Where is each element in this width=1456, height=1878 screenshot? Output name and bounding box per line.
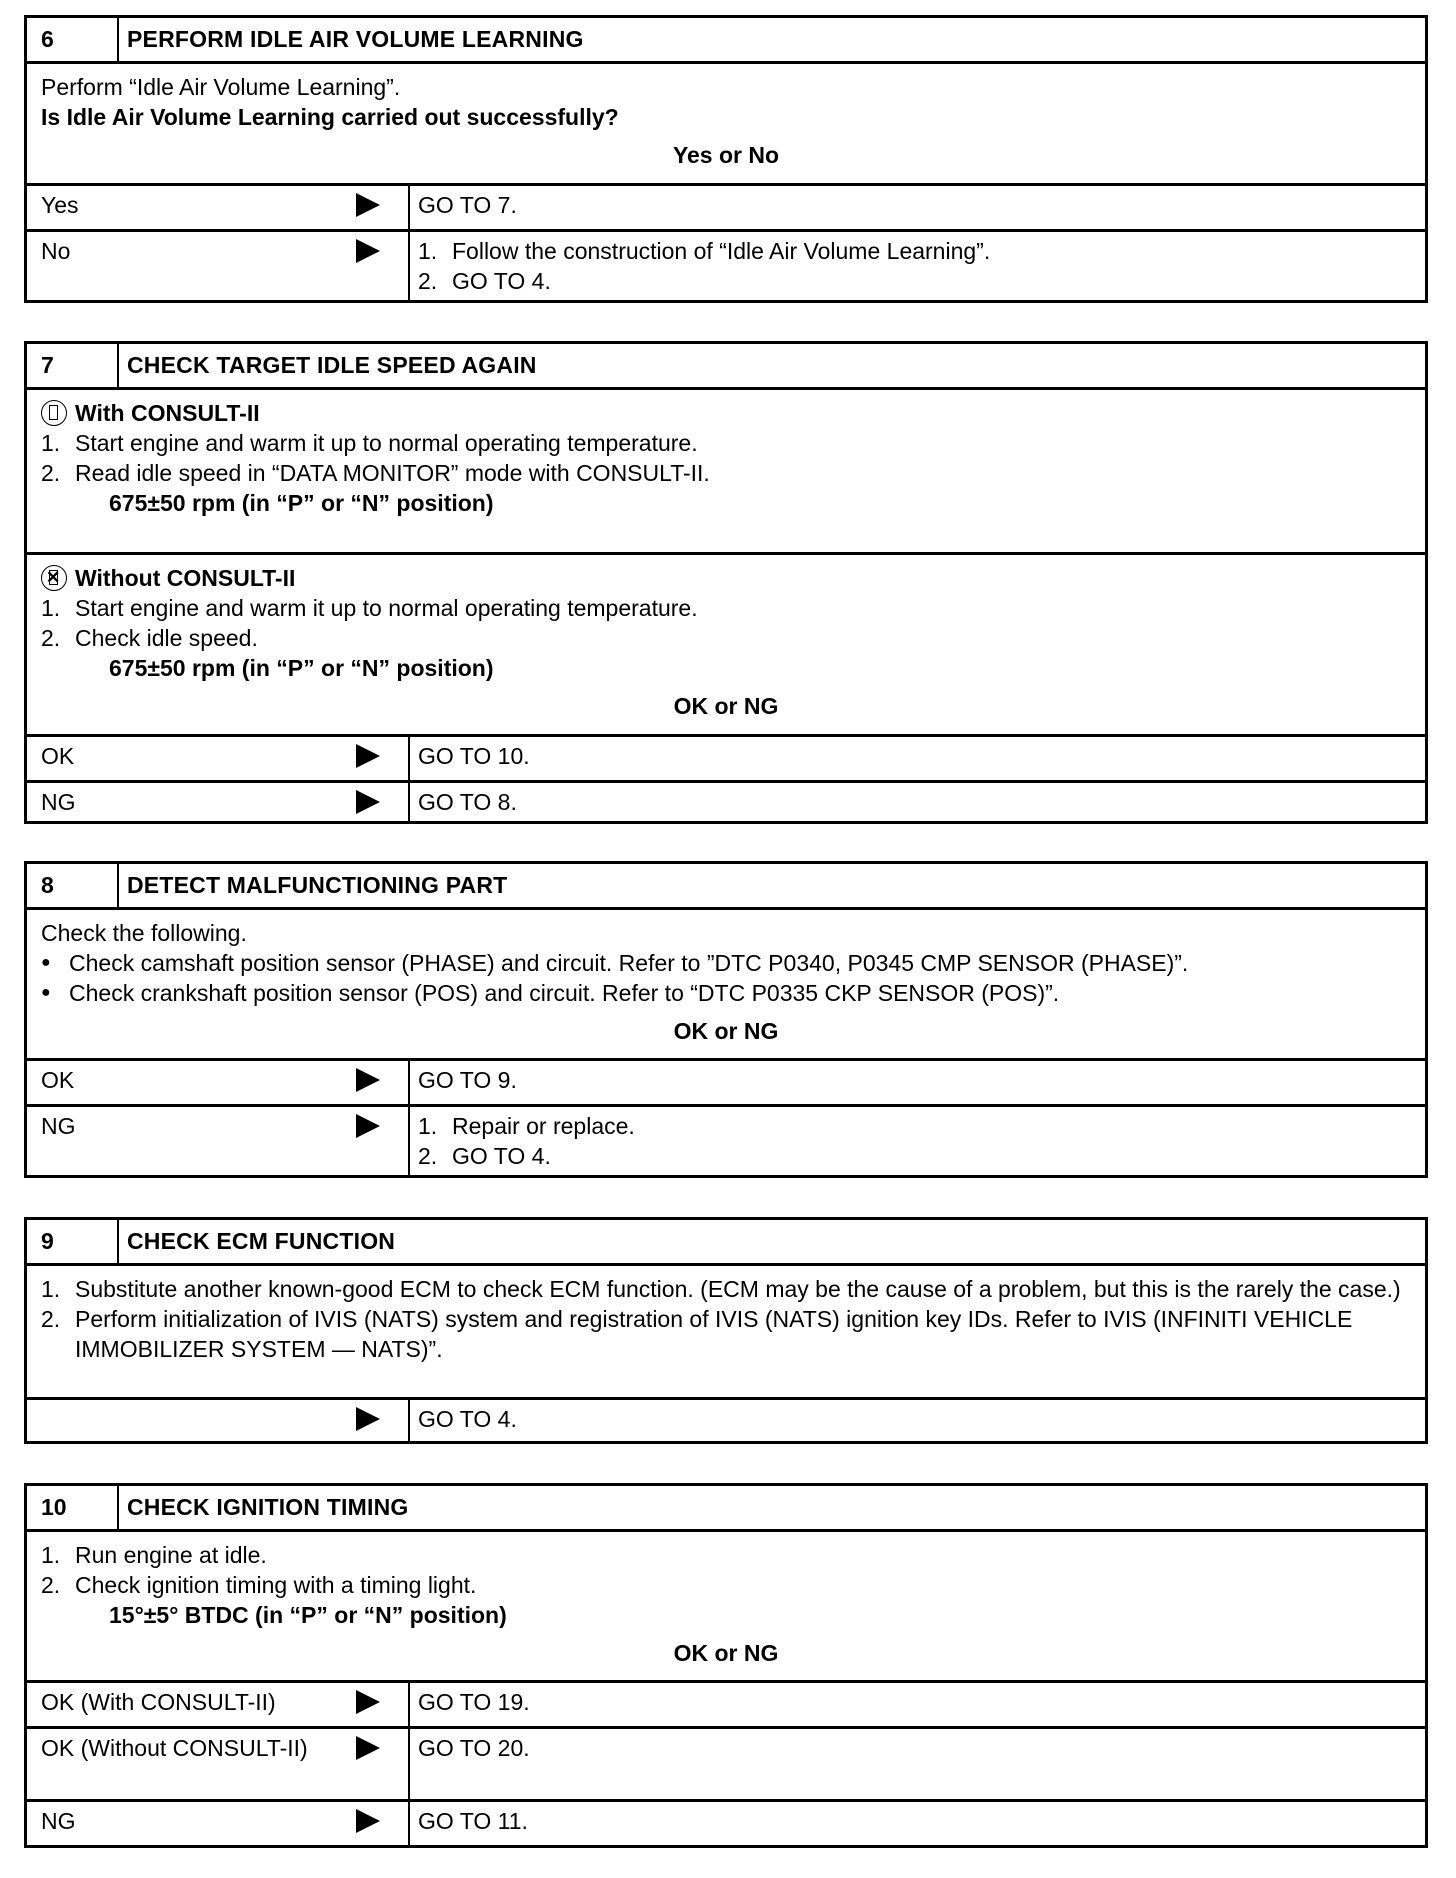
result-row-ok: [27, 1061, 1425, 1104]
result-row-ng: NG 1. Repair or replace. 2. GO TO 4.: [27, 1104, 1425, 1175]
instruction-text: Start engine and warm it up to normal operating temperature.: [75, 595, 698, 621]
result-action: GO TO 4.: [452, 1143, 551, 1169]
result-action: GO TO 4.: [452, 268, 551, 294]
arrow-right-icon: [356, 790, 380, 814]
step-title: CHECK IGNITION TIMING: [127, 1494, 409, 1520]
result-label: OK (Without CONSULT-II): [41, 1735, 308, 1761]
step-9-table: [24, 1217, 1428, 1444]
step-header: [27, 864, 1425, 910]
step-body: 1. Run engine at idle. 2. Check ignition timing with a timing light. 15°±5° BTDC (in “P” or “N” position) OK or NG: [27, 1532, 1425, 1683]
with-consult-section: With CONSULT-II 1. Start engine and warm it up to normal operating temperature. 2. Read idle speed in “DATA MONITOR” mode with CONSULT-II. 675±50 rpm (in “P” or “N” position): [27, 390, 1425, 555]
result-row-ng: [27, 780, 1425, 821]
step-header: [27, 18, 1425, 64]
step-title: CHECK TARGET IDLE SPEED AGAIN: [127, 352, 537, 378]
spec-value: 15°±5° BTDC (in “P” or “N” position): [109, 1602, 507, 1628]
result-label: Yes: [41, 192, 79, 218]
step-number: 8: [27, 864, 119, 907]
result-row-ok-without-consult: [27, 1726, 1425, 1799]
result-label: [41, 1404, 341, 1437]
result-label: No: [41, 238, 71, 264]
bullet-icon: ●: [41, 954, 51, 971]
result-row: [27, 1400, 1425, 1441]
verdict-label: OK or NG: [673, 1018, 779, 1044]
result-action: GO TO 4.: [418, 1406, 517, 1432]
verdict-label: OK or NG: [673, 1640, 779, 1666]
instruction-text: Perform “Idle Air Volume Learning”.: [41, 74, 401, 100]
result-label: NG: [41, 1113, 76, 1139]
step-header: [27, 344, 1425, 390]
instruction-text: Substitute another known-good ECM to check ECM function. (ECM may be the cause of a problem, but this is the rarely the case.): [75, 1276, 1401, 1302]
instruction-text: Run engine at idle.: [75, 1542, 267, 1568]
result-action: GO TO 10.: [418, 743, 530, 769]
result-label: NG: [41, 1808, 76, 1834]
step-body: [27, 910, 1425, 1061]
arrow-right-icon: [356, 1068, 380, 1092]
result-row-yes: [27, 186, 1425, 229]
section-heading: With CONSULT-II: [75, 400, 260, 426]
result-action: GO TO 11.: [418, 1808, 528, 1834]
spec-value: 675±50 rpm (in “P” or “N” position): [109, 655, 494, 681]
result-row-no: No 1. Follow the construction of “Idle Air Volume Learning”. 2. GO TO 4.: [27, 229, 1425, 300]
instruction-text: Start engine and warm it up to normal operating temperature.: [75, 430, 698, 456]
step-header: [27, 1486, 1425, 1532]
result-action: GO TO 20.: [418, 1735, 530, 1761]
result-label: OK: [41, 743, 75, 769]
consult-ii-icon: [41, 400, 67, 426]
arrow-right-icon: [356, 239, 380, 263]
step-number: 10: [27, 1486, 119, 1529]
step-10-table: [24, 1483, 1428, 1848]
result-action: Repair or replace.: [452, 1113, 635, 1139]
question-text: Is Idle Air Volume Learning carried out successfully?: [41, 104, 619, 130]
result-action: GO TO 19.: [418, 1689, 530, 1715]
without-consult-section: ✕ Without CONSULT-II 1. Start engine and warm it up to normal operating temperature. 2. Check idle speed. 675±50 rpm (in “P” or “N” position) OK or NG: [27, 555, 1425, 737]
result-action: Follow the construction of “Idle Air Volume Learning”.: [452, 238, 991, 264]
step-title: PERFORM IDLE AIR VOLUME LEARNING: [127, 26, 584, 52]
step-8-table: [24, 861, 1428, 1178]
arrow-right-icon: [356, 193, 380, 217]
verdict-label: OK or NG: [673, 693, 779, 719]
step-6-table: [24, 15, 1428, 303]
result-label: NG: [41, 789, 76, 815]
result-action: GO TO 8.: [418, 789, 517, 815]
step-number: 9: [27, 1220, 119, 1263]
no-consult-ii-icon: [41, 565, 67, 591]
section-heading: Without CONSULT-II: [75, 565, 296, 591]
bullet-text: Check crankshaft position sensor (POS) and circuit. Refer to “DTC P0335 CKP SENSOR (POS)”.: [69, 980, 1060, 1006]
result-row-ok-with-consult: [27, 1683, 1425, 1726]
step-body: [27, 64, 1425, 186]
result-row-ng: [27, 1799, 1425, 1845]
step-title: DETECT MALFUNCTIONING PART: [127, 872, 508, 898]
step-7-table: [24, 341, 1428, 824]
result-action: GO TO 9.: [418, 1067, 517, 1093]
bullet-icon: ●: [41, 984, 51, 1001]
arrow-right-icon: [356, 1736, 380, 1760]
step-body: 1. Substitute another known-good ECM to check ECM function. (ECM may be the cause of a problem, but this is the rarely the case.) 2. Perform initialization of IVIS (NATS) system and registration of IVIS (NATS) ignition key IDs. Refer to IVIS (INFINITI VEHICLE IMMOBILIZER SYSTEM — NATS)”.: [27, 1266, 1425, 1400]
step-number: 6: [27, 18, 119, 61]
arrow-right-icon: [356, 1690, 380, 1714]
instruction-text: Check the following.: [41, 920, 247, 946]
result-label: OK: [41, 1067, 75, 1093]
step-title: CHECK ECM FUNCTION: [127, 1228, 396, 1254]
bullet-text: Check camshaft position sensor (PHASE) and circuit. Refer to ”DTC P0340, P0345 CMP SENSOR (PHASE)”.: [69, 950, 1189, 976]
instruction-text: Read idle speed in “DATA MONITOR” mode with CONSULT-II.: [75, 460, 710, 486]
arrow-right-icon: [356, 1809, 380, 1833]
arrow-right-icon: [356, 1114, 380, 1138]
arrow-right-icon: [356, 744, 380, 768]
result-action: GO TO 7.: [418, 192, 517, 218]
spec-value: 675±50 rpm (in “P” or “N” position): [109, 490, 494, 516]
instruction-text: Check ignition timing with a timing light.: [75, 1572, 477, 1598]
instruction-text: Check idle speed.: [75, 625, 258, 651]
step-header: [27, 1220, 1425, 1266]
step-number: 7: [27, 344, 119, 387]
result-row-ok: [27, 737, 1425, 780]
result-label: OK (With CONSULT-II): [41, 1689, 276, 1715]
instruction-text: Perform initialization of IVIS (NATS) system and registration of IVIS (NATS) ignition key IDs. Refer to IVIS (INFINITI VEHICLE IMMOBILIZER SYSTEM — NATS)”.: [75, 1306, 1353, 1362]
arrow-right-icon: [356, 1407, 380, 1431]
verdict-label: Yes or No: [672, 142, 780, 168]
